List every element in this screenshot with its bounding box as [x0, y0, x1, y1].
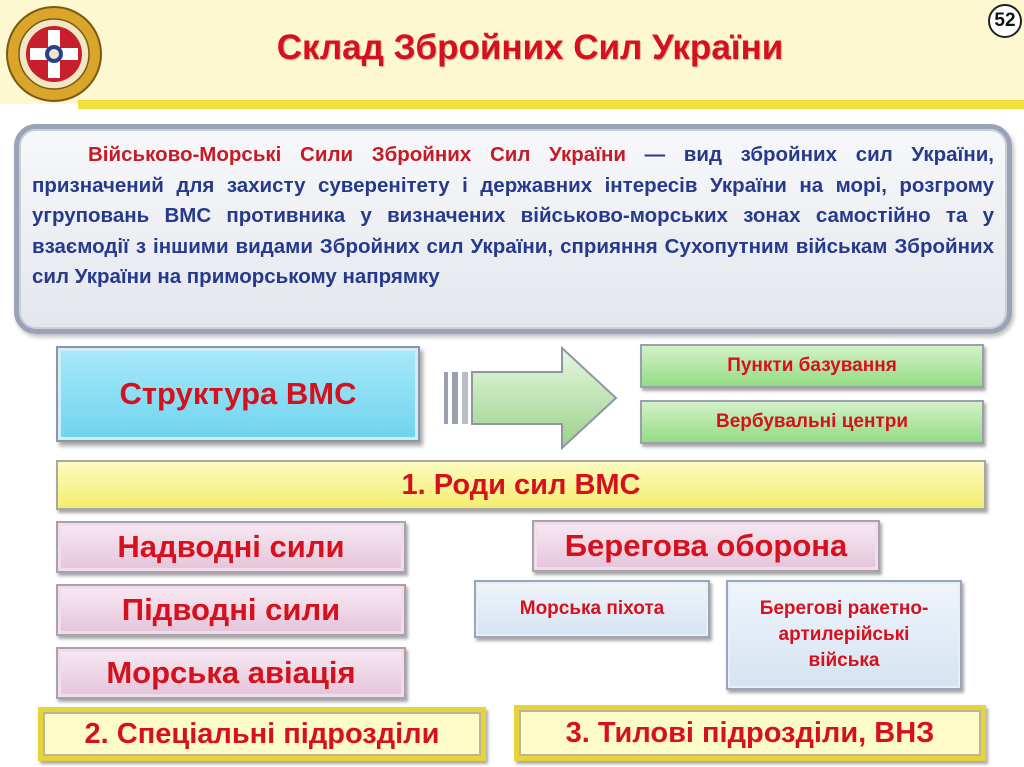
- structure-item-bases: Пункти базування: [640, 344, 984, 388]
- coastal-missile-artillery: Берегові ракетно-артилерійські війська: [726, 580, 962, 690]
- definition-text: [32, 140, 994, 293]
- academy-emblem-icon: [4, 4, 104, 104]
- coastal-marines: Морська піхота: [474, 580, 710, 638]
- header-stripe: [78, 100, 1024, 109]
- branch-submarine-forces: Підводні сили: [56, 584, 406, 636]
- logistics-units-box: 3. Тилові підрозділи, ВНЗ: [514, 705, 986, 761]
- page-number-badge: 52: [988, 4, 1022, 38]
- branch-coastal-defense: Берегова оборона: [532, 520, 880, 572]
- structure-item-recruitment: Вербувальні центри: [640, 400, 984, 444]
- right-arrow-icon: [440, 342, 620, 454]
- branch-naval-aviation: Морська авіація: [56, 647, 406, 699]
- definition-term: Військово-Морські Сили Збройних Сил України: [88, 143, 626, 166]
- branches-title: 1. Роди сил ВМС: [56, 460, 986, 510]
- definition-body: — вид збройних сил України, призначений для захисту суверенітету і державних інтересів України на морі, розгрому угруповань ВМС противника у визначених військово-морських зонах самостійно та у взаємодії з іншими видами Збройних сил України, сприяння Сухопутним військам Збройних сил України на приморському напрямку: [32, 143, 994, 288]
- branch-surface-forces: Надводні сили: [56, 521, 406, 573]
- structure-box: Структура ВМС: [56, 346, 420, 442]
- special-units-box: 2. Спеціальні підрозділи: [38, 707, 486, 761]
- slide-title: Склад Збройних Сил України: [276, 28, 784, 67]
